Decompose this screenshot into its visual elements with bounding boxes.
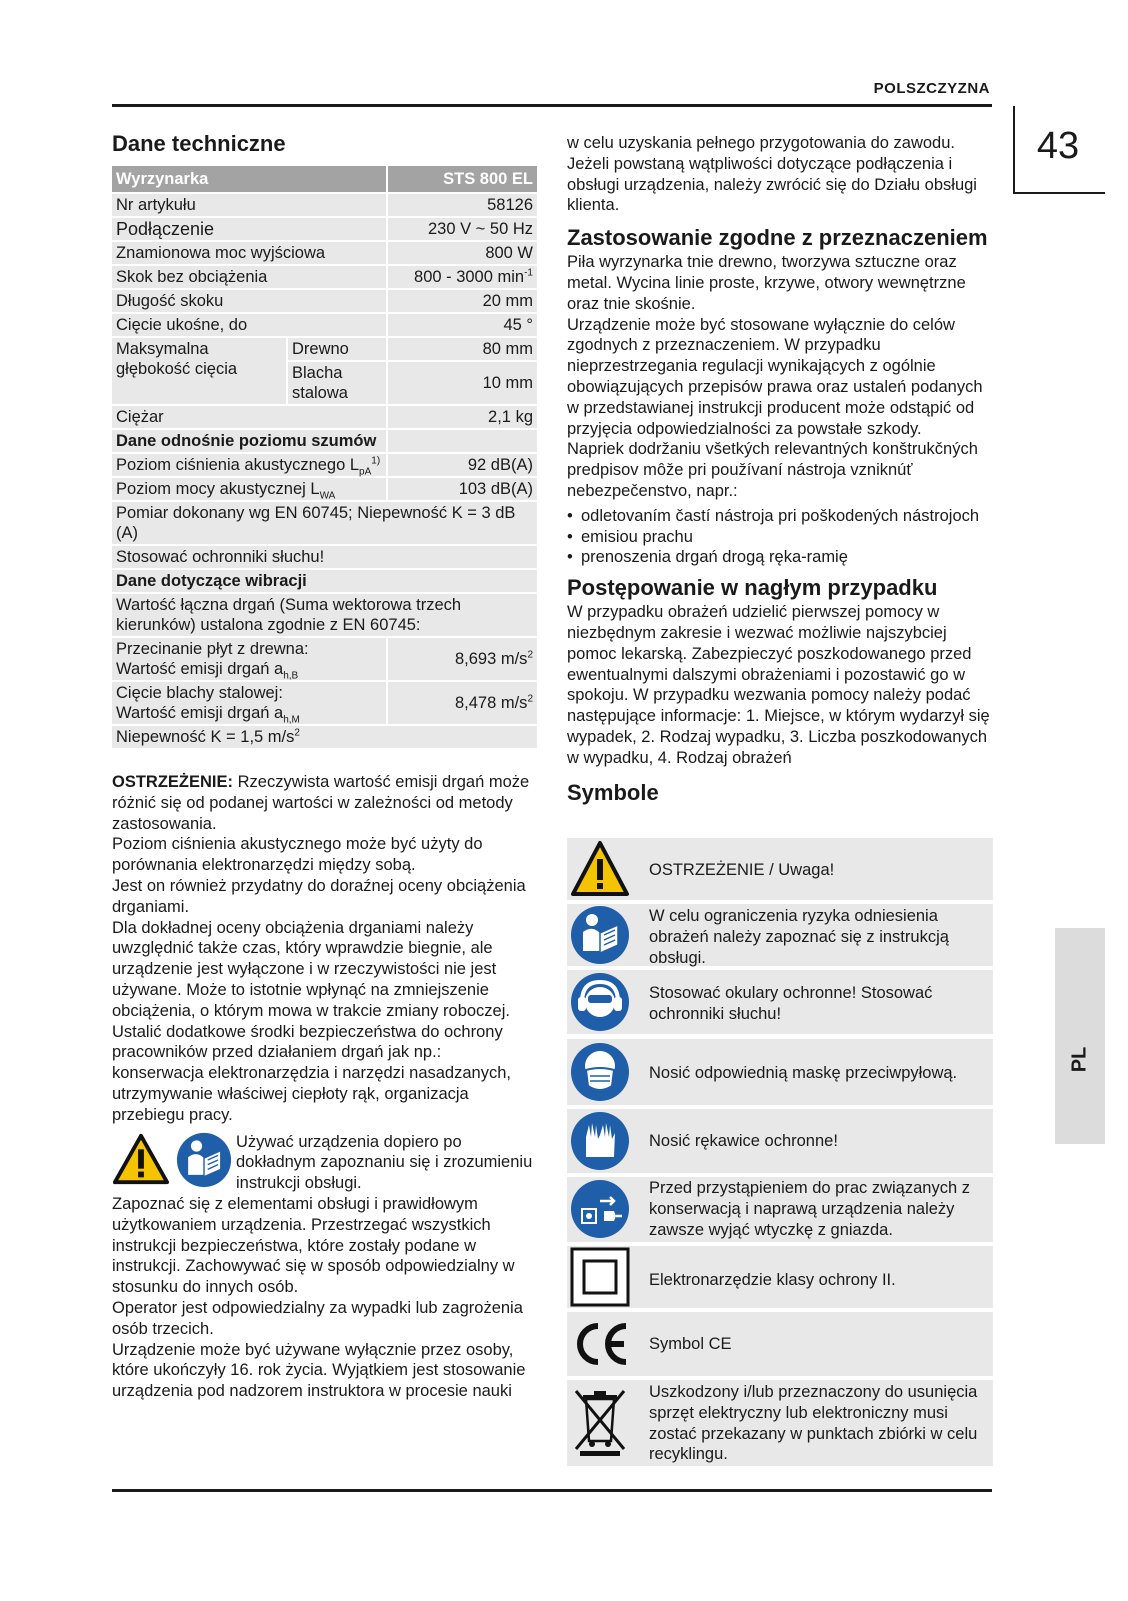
spec-label-sub: h,M <box>283 714 300 726</box>
symbol-text: Przed przystąpieniem do prac związanych z konserwacją i naprawą urządzenia należy zawsze wyjąć wtyczkę z gniazda. <box>649 1179 970 1239</box>
header-language: POLSZCZYZNA <box>873 80 990 97</box>
manual-notice-icons <box>112 1132 236 1188</box>
symbol-row <box>567 1246 993 1308</box>
table-row <box>112 290 537 312</box>
section-title-emergency: Postępowanie w nagłym przypadku <box>567 575 938 601</box>
list-item: • emisiou prachu <box>567 527 992 548</box>
left-column <box>112 130 537 1402</box>
warning-text: Rzeczywista wartość emisji drgań może różnić się od podanej wartości w zależności od metody zastosowania. <box>112 773 530 833</box>
spec-label: Ciężar <box>112 406 386 428</box>
spec-label-line: Przecinanie płyt z drewna: <box>116 640 309 658</box>
spec-label-sub: pA <box>359 466 372 478</box>
spec-value-sup: -1 <box>524 267 533 279</box>
spec-value-text: 800 - 3000 min <box>414 268 525 286</box>
spec-head-model: STS 800 EL <box>386 166 537 192</box>
spec-value: 230 V ~ 50 Hz <box>386 218 537 240</box>
table-row <box>112 242 537 264</box>
table-row <box>112 194 537 216</box>
table-row <box>112 314 537 336</box>
symbol-text: Nosić odpowiednią maskę przeciwpyłową. <box>649 1064 958 1082</box>
spec-label: Skok bez obciążenia <box>112 266 386 288</box>
symbol-text: Stosować okulary ochronne! Stosować ochronniki słuchu! <box>649 984 933 1023</box>
spec-label-text: Poziom mocy akustycznej L <box>116 480 320 498</box>
symbol-text: Nosić rękawice ochronne! <box>649 1132 838 1150</box>
spec-value: 103 dB(A) <box>386 478 537 500</box>
paragraph: Ustalić dodatkowe środki bezpieczeństwa do ochrony pracowników przed działaniem drgań jak np.: konserwacja elektronarzędzia i narzędzi nasadzanych, utrzymywanie właściwej ciepłoty rąk, organizacja przebiegu pracy. <box>112 1022 511 1124</box>
spec-label-text: Poziom ciśnienia akustycznego L <box>116 456 360 474</box>
footer-rule <box>112 1489 992 1492</box>
paragraph: Zapoznać się z elementami obsługi i prawidłowym użytkowaniem urządzenia. Przestrzegać wszystkich instrukcji bezpieczeństwa, które zostały podane w instrukcji. Zachowywać się w sposób odpowiedzialny w stosunku do innych osób. <box>112 1194 515 1297</box>
spec-section-label: Dane odnośnie poziomu szumów <box>112 430 386 452</box>
symbol-text: Uszkodzony i/lub przeznaczony do usunięcia sprzęt elektryczny lub elektroniczny musi zostać przekazany w punktach zbiórki w celu recyklingu. <box>649 1383 978 1464</box>
spec-note-sup: 2 <box>294 727 300 739</box>
class-ii-icon <box>570 1247 630 1307</box>
table-row <box>112 726 537 748</box>
spec-value: 45 ° <box>386 314 537 336</box>
spec-value-text: 8,693 m/s <box>454 650 528 668</box>
spec-label: Długość skoku <box>112 290 386 312</box>
manual-notice-text: Używać urządzenia dopiero po dokładnym zapoznaniu się i zrozumieniu instrukcji obsługi. <box>236 1132 533 1193</box>
spec-value: 800 W <box>386 242 537 264</box>
symbol-row <box>567 1177 993 1242</box>
paragraph: Napriek dodržaniu všetkých relevantných konštrukčných predpisov môže pri používaní nástroja vzniknúť nebezpečenstvo, napr.: <box>567 440 978 500</box>
spec-note: Wartość łączna drgań (Suma wektorowa trzech kierunków) ustalona zgodnie z EN 60745: <box>112 594 537 636</box>
paragraph: Dla dokładnej oceny obciążenia drganiami należy uwzględnić także czas, który wprawdzie biegnie, ale urządzenie jest wyłączone i w rzeczywistości nie jest używane. Może to istotnie wpłynąć na zmniejszenie obciążenia, o którym mowa w trakcie zmiany roboczej. <box>112 918 510 1020</box>
spec-label-line: Cięcie blachy stalowej: <box>116 684 283 702</box>
paragraph: Piła wyrzynarka tnie drewno, tworzywa sztuczne oraz metal. Wycina linie proste, krzywe, otwory wewnętrzne oraz tnie skośnie. <box>567 253 966 313</box>
spec-note: Pomiar dokonany wg EN 60745; Niepewność K = 3 dB (A) <box>112 502 537 544</box>
language-side-tab <box>1055 928 1105 1144</box>
warning-paragraph <box>112 772 537 834</box>
goggles-earmuffs-icon <box>570 972 630 1032</box>
table-row <box>112 266 537 288</box>
spec-value-text: 8,478 m/s <box>454 694 528 712</box>
symbol-text: Symbol CE <box>649 1335 732 1353</box>
spec-label <box>112 638 386 680</box>
spec-value: 80 mm <box>386 338 537 360</box>
spec-sublabel: Blacha stalowa <box>286 362 386 404</box>
section-title-symbols: Symbole <box>567 779 659 805</box>
dust-mask-icon <box>570 1042 630 1102</box>
spec-note: Stosować ochronniki słuchu! <box>112 546 537 568</box>
section-title-technical-data: Dane techniczne <box>112 131 286 156</box>
spec-label-text: Wartość emisji drgań a <box>116 704 284 722</box>
paragraph: Urządzenie może być stosowane wyłącznie do celów zgodnych z przeznaczeniem. W przypadku nieprzestrzegania regulacji wynikających z ogólnie obowiązujących przepisów prawa oraz ustaleń podanych w przedstawianej instrukcji producent może odstąpić od przyjęcia odpowiedzialności za powstałe szkody. <box>567 315 983 438</box>
spec-label-sup: 1) <box>371 455 381 467</box>
spec-note <box>112 726 537 748</box>
paragraph: Jest on również przydatny do doraźnej oceny obciążenia drganiami. <box>112 876 526 916</box>
spec-label-text: Wartość emisji drgań a <box>116 660 284 678</box>
spec-label: Znamionowa moc wyjściowa <box>112 242 386 264</box>
warning-triangle-icon <box>112 1132 170 1186</box>
paragraph: w celu uzyskania pełnego przygotowania do zawodu. <box>567 134 955 152</box>
symbol-row <box>567 1312 993 1376</box>
manual-notice <box>112 1132 537 1194</box>
warning-triangle-icon <box>570 839 630 899</box>
list-item: • odletovaním častí nástroja pri poškodených nástrojoch <box>567 506 992 527</box>
table-row <box>112 430 537 452</box>
spec-label <box>112 478 386 500</box>
symbol-row <box>567 970 993 1034</box>
table-row <box>112 502 537 544</box>
paragraph: W przypadku obrażeń udzielić pierwszej pomocy w niezbędnym zakresie i wezwać możliwie najszybciej pomoc lekarską. Zabezpieczyć poszkodowanego przed ewentualnymi dalszymi obrażeniami i pozostawić go w spokoju. W przypadku wezwania pomocy należy podać następujące informacje: 1. Miejsce, w którym wydarzył się wypadek, 2. Rodzaj wypadku, 3. Liczba poszkodowanych w wypadku, 4. Rodzaj obrażeń <box>567 603 990 767</box>
ce-mark-icon <box>570 1314 630 1374</box>
spec-value-sup: 2 <box>527 693 533 705</box>
unplug-icon <box>570 1179 630 1239</box>
section-title-intended-use: Zastosowanie zgodne z przeznaczeniem <box>567 225 988 251</box>
spec-label <box>112 682 386 724</box>
spec-label-sub: h,B <box>283 670 299 682</box>
table-row <box>112 406 537 428</box>
spec-value: 20 mm <box>386 290 537 312</box>
read-manual-icon <box>176 1132 232 1188</box>
spec-table <box>112 164 537 750</box>
table-row <box>112 338 537 360</box>
paragraph: Urządzenie może być używane wyłącznie przez osoby, które ukończyły 16. rok życia. Wyjątkiem jest stosowanie urządzenia pod nadzorem instruktora w procesie nauki <box>112 1340 526 1401</box>
spec-value <box>386 682 537 724</box>
spec-label <box>112 454 386 476</box>
spec-head-label: Wyrzynarka <box>112 166 386 192</box>
symbol-row <box>567 904 993 966</box>
list-item: • prenoszenia drgań drogą ręka-ramię <box>567 547 992 568</box>
symbol-text: Elektronarzędzie klasy ochrony II. <box>649 1271 896 1289</box>
paragraph: Jeżeli powstaną wątpliwości dotyczące podłączenia i obsługi urządzenia, należy zwrócić się do Działu obsługi klienta. <box>567 154 977 215</box>
spec-value: 58126 <box>386 194 537 216</box>
table-row <box>112 594 537 636</box>
paragraph: Poziom ciśnienia akustycznego może być użyty do porównania elektronarzędzi między sobą. <box>112 835 483 875</box>
spec-value: 2,1 kg <box>386 406 537 428</box>
table-row <box>112 546 537 568</box>
warning-label: OSTRZEŻENIE: <box>112 773 234 791</box>
right-column <box>567 133 992 807</box>
page-number: 43 <box>1036 125 1080 167</box>
table-row <box>112 218 537 240</box>
symbol-row <box>567 838 993 900</box>
table-row <box>112 682 537 724</box>
spec-value-sup: 2 <box>527 649 533 661</box>
symbol-row <box>567 1380 993 1466</box>
spec-table-header <box>112 166 537 192</box>
spec-value-empty <box>386 430 537 452</box>
symbol-text: OSTRZEŻENIE / Uwaga! <box>649 861 835 879</box>
symbol-row <box>567 1109 993 1173</box>
spec-label: Maksymalna głębokość cięcia <box>112 338 286 404</box>
language-tab-label: PL <box>1068 1046 1091 1073</box>
paragraph: Operator jest odpowiedzialny za wypadki lub zagrożenia osób trzecich. <box>112 1298 523 1338</box>
table-row <box>112 570 537 592</box>
spec-section-label: Dane dotyczące wibracji <box>112 570 537 592</box>
spec-value: 10 mm <box>386 362 537 404</box>
spec-label-sub: WA <box>319 490 336 502</box>
weee-bin-icon <box>570 1385 630 1457</box>
spec-label-line <box>116 659 382 682</box>
spec-note-text: Niepewność K = 1,5 m/s <box>116 728 295 746</box>
spec-label-line <box>116 703 382 726</box>
table-row <box>112 478 537 500</box>
spec-value: 92 dB(A) <box>386 454 537 476</box>
spec-label: Cięcie ukośne, do <box>112 314 386 336</box>
table-row <box>112 638 537 680</box>
table-row <box>112 454 537 476</box>
read-manual-icon <box>570 905 630 965</box>
gloves-icon <box>570 1111 630 1171</box>
spec-value <box>386 266 537 288</box>
spec-value <box>386 638 537 680</box>
header-rule <box>112 104 992 107</box>
symbol-row <box>567 1039 993 1105</box>
spec-label: Podłączenie <box>112 218 386 240</box>
spec-sublabel: Drewno <box>286 338 386 360</box>
symbol-text: W celu ograniczenia ryzyka odniesienia obrażeń należy zapoznać się z instrukcją obsługi. <box>649 907 949 967</box>
spec-label: Nr artykułu <box>112 194 386 216</box>
